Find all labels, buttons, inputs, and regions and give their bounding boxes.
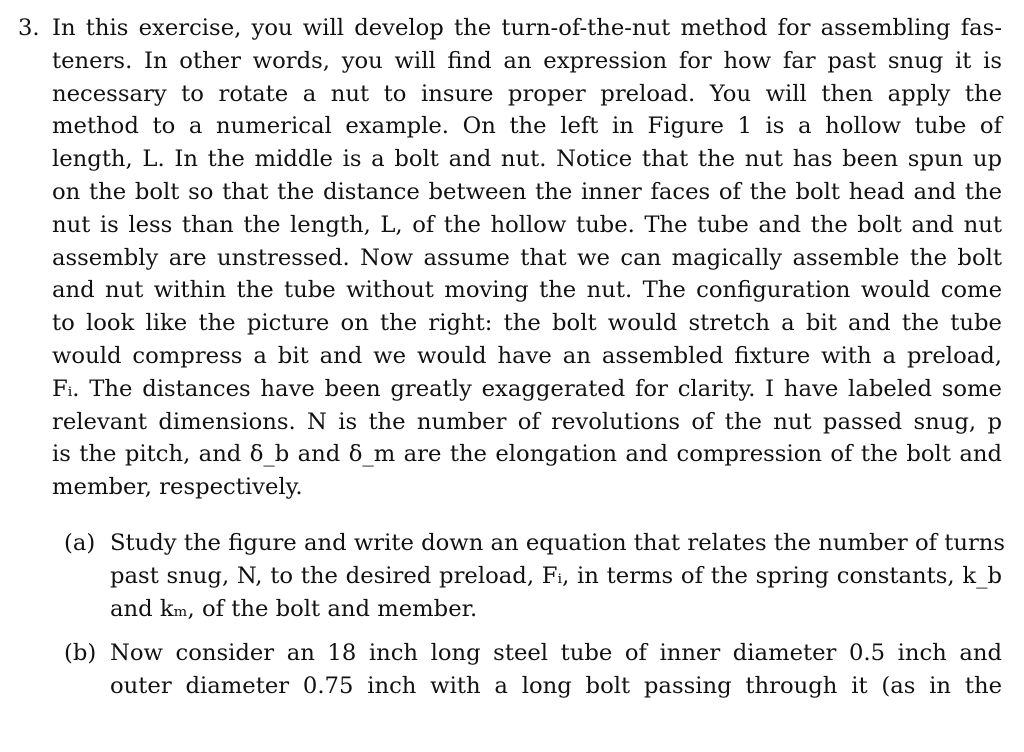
problem-line: length, L. In the middle is a bolt and nut. Notice that the nut has been spun up — [52, 146, 1002, 173]
part-line: (a) Study the figure and write down an equation that relates the number of turns — [18, 527, 1002, 560]
part-a-label: (a) — [64, 529, 96, 556]
part-line: and kₘ, of the bolt and member. — [110, 595, 478, 622]
problem-line: teners. In other words, you will find an expression for how far past snug it is — [52, 47, 1002, 74]
problem-3 — [18, 12, 1006, 703]
problem-line: member, respectively. — [52, 474, 303, 501]
part-b-label: (b) — [64, 640, 97, 667]
problem-line: to look like the picture on the right: the bolt would stretch a bit and the tube — [52, 310, 1002, 337]
part-line: past snug, N, to the desired preload, Fᵢ, in terms of the spring constants, k_b — [110, 562, 1002, 589]
problem-line: assembly are unstressed. Now assume that we can magically assemble the bolt — [52, 244, 1002, 271]
problem-line: 3. In this exercise, you will develop the turn-of-the-nut method for assembling fas- — [18, 12, 1002, 45]
problem-line: necessary to rotate a nut to insure proper preload. You will then apply the — [52, 80, 1002, 107]
part-a — [18, 527, 1006, 625]
problem-line: on the bolt so that the distance between the inner faces of the bolt head and the — [52, 178, 1002, 205]
problem-line: method to a numerical example. On the left in Figure 1 is a hollow tube of — [52, 113, 1002, 140]
part-b — [18, 637, 1002, 703]
problem-number: 3. — [18, 15, 40, 41]
problem-line: Fᵢ. The distances have been greatly exaggerated for clarity. I have labeled some — [52, 375, 1002, 402]
problem-line: nut is less than the length, L, of the hollow tube. The tube and the bolt and nut — [52, 211, 1002, 238]
problem-line: relevant dimensions. N is the number of revolutions of the nut passed snug, p — [52, 408, 1002, 435]
part-line: outer diameter 0.75 inch with a long bolt passing through it (as in the — [110, 673, 1002, 700]
problem-line: and nut within the tube without moving the nut. The configuration would come — [52, 277, 1002, 304]
problem-line: is the pitch, and δ_b and δ_m are the elongation and compression of the bolt and — [52, 441, 1002, 468]
part-line: (b) Now consider an 18 inch long steel tube of inner diameter 0.5 inch and — [18, 637, 1002, 670]
problem-line: would compress a bit and we would have an assembled fixture with a preload, — [52, 342, 1002, 369]
